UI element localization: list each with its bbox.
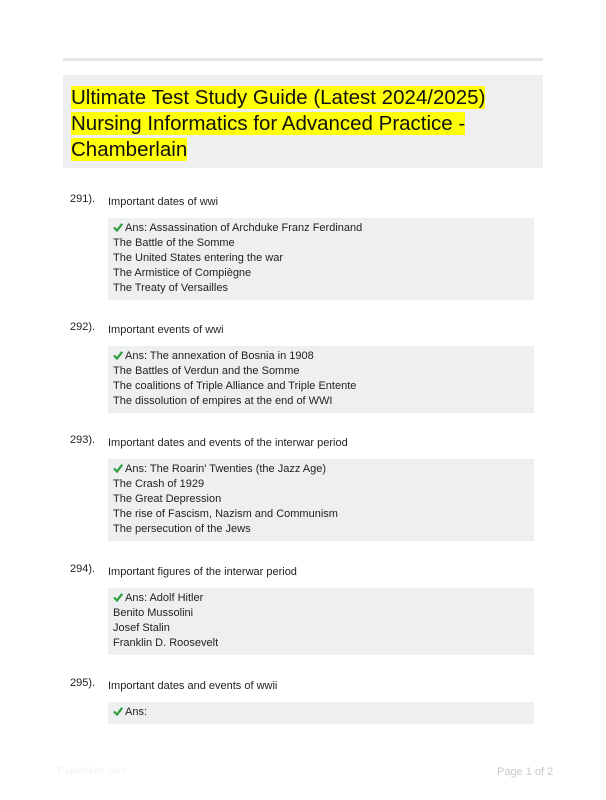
footer-watermark: PaperNibc.com <box>58 766 127 777</box>
answer-line: The dissolution of empires at the end of WWI <box>113 395 333 407</box>
page-indicator: Page 1 of 2 <box>497 766 554 778</box>
answer-box <box>108 346 534 413</box>
answer-box <box>108 588 534 655</box>
question-number: 293). <box>70 434 96 446</box>
answer-line: Ans: The annexation of Bosnia in 1908 <box>125 350 314 362</box>
question-block-292 <box>70 320 540 407</box>
question-text: Important figures of the interwar period <box>108 566 297 578</box>
checkmark-icon <box>113 222 123 232</box>
answer-line: The United States entering the war <box>113 252 283 264</box>
answer-box <box>108 218 534 300</box>
question-number: 292). <box>70 321 96 333</box>
question-number: 291). <box>70 193 96 205</box>
answer-line: Ans: <box>125 706 148 718</box>
answer-line: Franklin D. Roosevelt <box>113 637 219 649</box>
question-text: Important events of wwi <box>108 324 224 336</box>
question-text: Important dates and events of the interwar period <box>108 437 348 449</box>
checkmark-icon <box>113 706 123 716</box>
answer-line: The Crash of 1929 <box>113 478 205 490</box>
answer-line: Benito Mussolini <box>113 607 194 619</box>
checkmark-icon <box>113 463 123 473</box>
question-number: 294). <box>70 563 96 575</box>
answer-line: Ans: The Roarin' Twenties (the Jazz Age) <box>125 463 327 475</box>
question-text: Important dates of wwi <box>108 196 219 208</box>
answer-line: The coalitions of Triple Alliance and Triple Entente <box>113 380 357 392</box>
answer-line: Ans: Assassination of Archduke Franz Ferdinand <box>125 222 363 234</box>
answer-line: The Battles of Verdun and the Somme <box>113 365 300 377</box>
top-divider <box>63 58 543 61</box>
question-text: Important dates and events of wwii <box>108 680 278 692</box>
answer-line: The Great Depression <box>113 493 222 505</box>
answer-line: The Battle of the Somme <box>113 237 235 249</box>
answer-line: The Armistice of Compiègne <box>113 267 252 279</box>
answer-line: Josef Stalin <box>113 622 170 634</box>
answer-line: The rise of Fascism, Nazism and Communism <box>113 508 338 520</box>
question-block-294 <box>70 562 540 649</box>
answer-line: Ans: Adolf Hitler <box>125 592 204 604</box>
title-panel <box>63 75 543 168</box>
question-number: 295). <box>70 677 96 689</box>
answer-box <box>108 459 534 541</box>
question-block-295 <box>70 676 540 718</box>
checkmark-icon <box>113 350 123 360</box>
answer-box <box>108 702 534 724</box>
document-title: Ultimate Test Study Guide (Latest 2024/2025) Nursing Informatics for Advanced Practice - Chamberlain <box>71 86 486 161</box>
answer-line: The Treaty of Versailles <box>113 282 228 294</box>
answer-line: The persecution of the Jews <box>113 523 251 535</box>
checkmark-icon <box>113 592 123 602</box>
question-block-293 <box>70 433 540 535</box>
question-block-291 <box>70 192 540 294</box>
